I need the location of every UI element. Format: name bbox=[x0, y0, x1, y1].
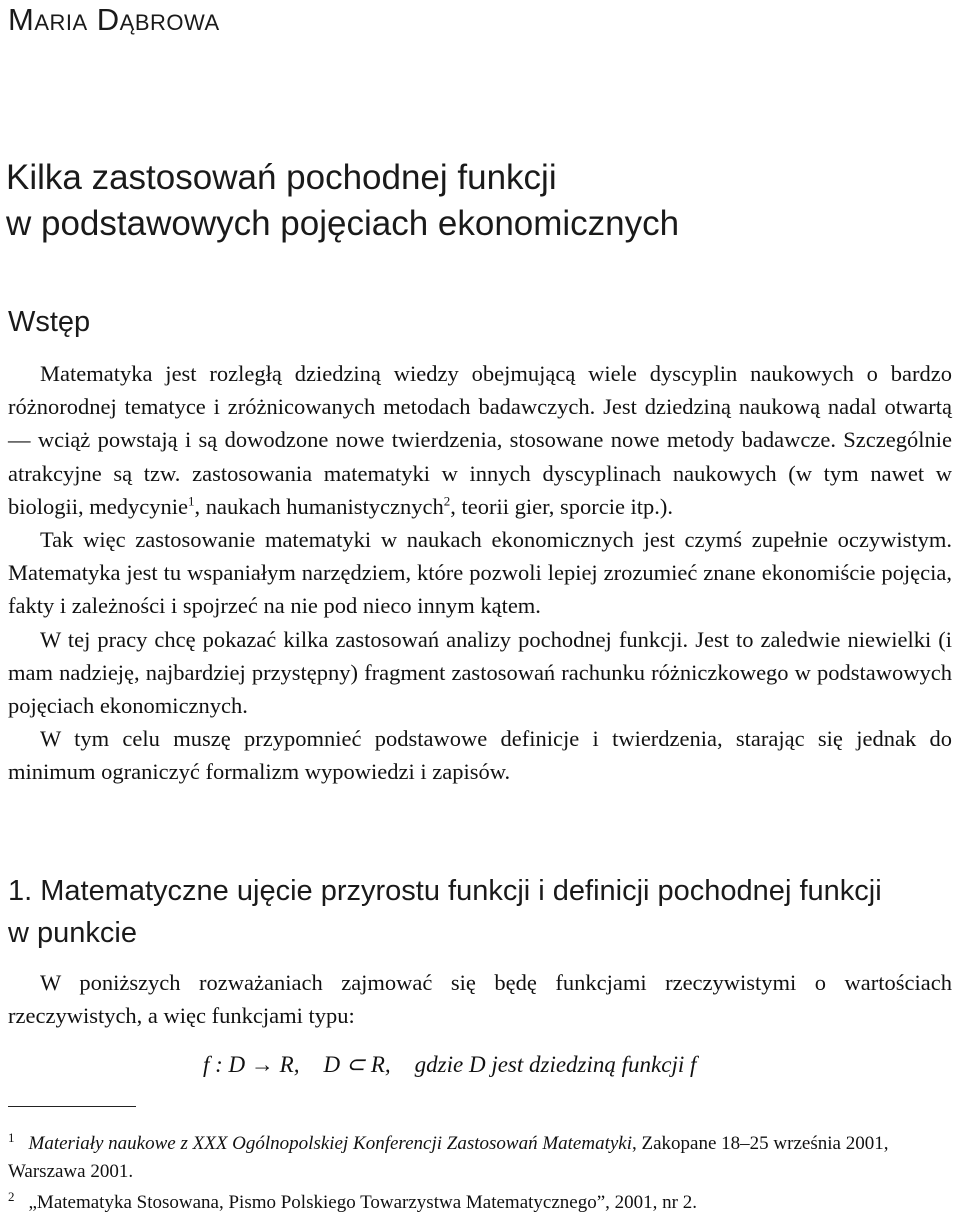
footnote-2 bbox=[8, 1189, 952, 1217]
intro-heading: Wstęp bbox=[8, 306, 91, 338]
section-1-heading-line-2: w punkcie bbox=[8, 917, 137, 949]
section-1-paragraph-1: W poniższych rozważaniach zajmować się będę funkcjami rzeczywistymi o wartościach rzeczywistych, a więc funkcjami typu: bbox=[8, 970, 952, 1029]
section-1-body bbox=[8, 966, 952, 1032]
intro-paragraph-3: W tej pracy chcę pokazać kilka zastosowań analizy pochodnej funkcji. Jest to zaledwie niewielki (i mam nadzieję, najbardziej przystępny) fragment zastosowań rachunku różniczkowego w podstawowych pojęciach ekonomicznych. bbox=[8, 626, 952, 719]
intro-paragraph-2: Tak więc zastosowanie matematyki w naukach ekonomicznych jest czymś zupełnie oczywistym. Matematyka jest tu wspaniałym narzędziem, które pozwoli lepiej zrozumieć znane ekonomiście pojęcia, fakty i zależności i spojrzeć na nie pod nieco innym kątem. bbox=[8, 527, 952, 619]
function-definition-formula bbox=[203, 1052, 696, 1078]
article-title-line-2: w podstawowych pojęciach ekonomicznych bbox=[6, 204, 680, 243]
footnote-2-text: „Matematyka Stosowana, Pismo Polskiego Towarzystwa Matematycznego”, 2001, nr 2. bbox=[28, 1192, 697, 1213]
footnote-1-text: , Zakopane 18–25 września 2001, Warszawa 2001. bbox=[8, 1133, 889, 1182]
intro-p1-text-b: , naukach humanistycznych bbox=[194, 493, 444, 519]
footnote-2-number: 2 bbox=[8, 1188, 15, 1204]
footnote-ref-1[interactable]: 1 bbox=[187, 493, 195, 509]
intro-paragraph-1 bbox=[8, 357, 952, 523]
footnote-separator bbox=[8, 1106, 136, 1107]
intro-p1-text-c: , teorii gier, sporcie itp.). bbox=[450, 493, 674, 519]
section-1-heading bbox=[8, 870, 882, 954]
article-title-line-1: Kilka zastosowań pochodnej funkcji bbox=[6, 158, 557, 197]
footnote-1-italic: Materiały naukowe z XXX Ogólnopolskiej Konferencji Zastosowań Matematyki bbox=[28, 1133, 633, 1154]
footnote-1 bbox=[8, 1130, 952, 1186]
formula-domain-subset: D ⊂ R, bbox=[323, 1052, 391, 1077]
footnote-ref-2[interactable]: 2 bbox=[443, 493, 451, 509]
footnote-1-number: 1 bbox=[8, 1129, 15, 1145]
intro-p1-text-a: Matematyka jest rozległą dziedziną wiedzy obejmującą wiele dyscyplin naukowych o bardzo różnorodnej tematyce i zróżnicowanych metodach badawczych. Jest dziedziną naukową nadal otwartą — wciąż powstają i są dowodzone nowe twierdzenia, stosowane nowe metody badawcze. Szczególnie atrakcyjne są tzw. zastosowania matematyki w innych dyscyplinach naukowych (w tym nawet w biologii, medycynie bbox=[8, 361, 952, 519]
article-title bbox=[6, 155, 679, 247]
intro-paragraph-4: W tym celu muszę przypomnieć podstawowe definicje i twierdzenia, starając się jednak do minimum ograniczyć formalizm wypowiedzi i zapisów. bbox=[8, 726, 952, 785]
author-name: Maria Dąbrowa bbox=[8, 2, 220, 37]
footnotes bbox=[8, 1130, 952, 1220]
intro-body bbox=[8, 357, 952, 789]
formula-domain-note: gdzie D jest dziedziną funkcji f bbox=[414, 1052, 697, 1077]
formula-mapping: f : D → R, bbox=[203, 1052, 300, 1077]
section-1-heading-line-1: 1. Matematyczne ujęcie przyrostu funkcji i definicji pochodnej funkcji bbox=[8, 875, 882, 907]
